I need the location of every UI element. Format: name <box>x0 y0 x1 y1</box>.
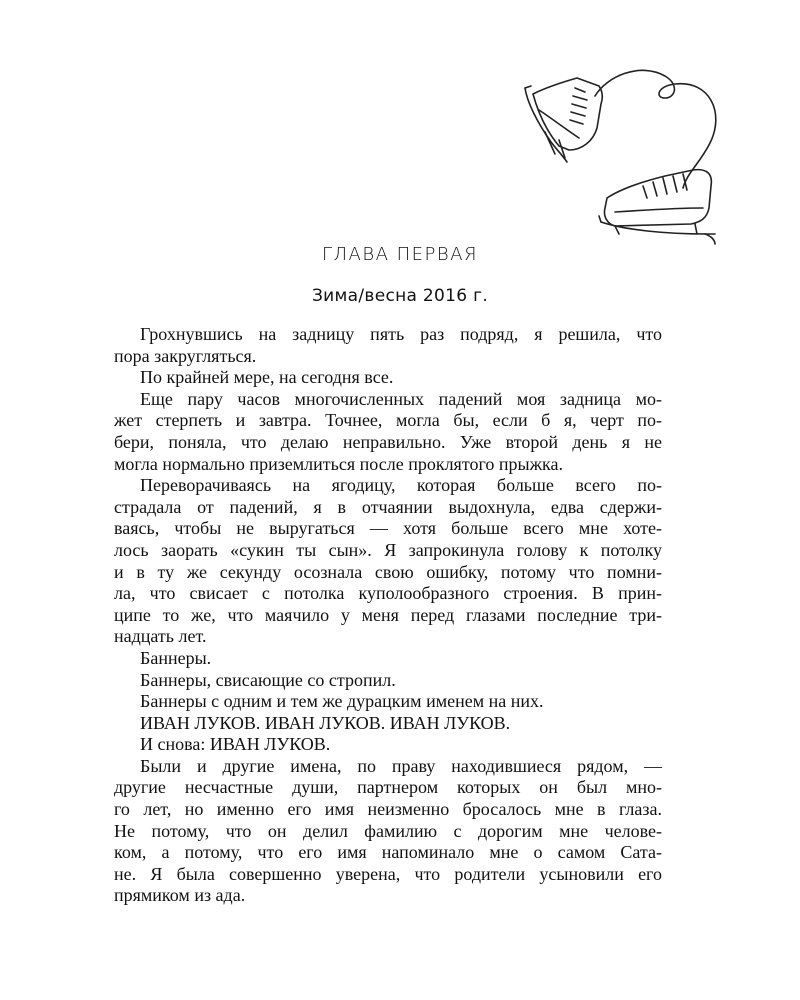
text-line: И снова: ИВАН ЛУКОВ. <box>140 734 331 755</box>
text-line: Баннеры. <box>140 647 212 668</box>
text-line: не. Я была совершенно уверена, что родители усыновили его <box>114 863 662 884</box>
text-line: ципе то же, что маячило у меня перед глазами последние три- <box>114 604 662 625</box>
text-line: го лет, но именно его имя неизменно бросалось мне в глаза. <box>114 799 662 820</box>
chapter-title: ГЛАВА ПЕРВАЯ <box>321 244 479 265</box>
text-line: лось заорать «сукин ты сын». Я запрокинула голову к потолку <box>114 539 662 560</box>
text-line: ваясь, чтобы не выругаться — хотя больше всего мне хоте- <box>114 518 662 539</box>
text-line: ИВАН ЛУКОВ. ИВАН ЛУКОВ. ИВАН ЛУКОВ. <box>140 712 511 733</box>
text-line: другие несчастные души, партнером которых он был мно- <box>114 777 662 798</box>
text-line: Были и другие имена, по праву находившиеся рядом, — <box>140 755 662 776</box>
chapter-body <box>114 324 662 907</box>
text-line: могла нормально приземлиться после проклятого прыжка. <box>114 453 564 474</box>
text-line: прямиком из ада. <box>114 885 246 906</box>
text-line: бери, поняла, что делаю неправильно. Уже второй день я не <box>114 431 662 452</box>
chapter-subtitle: Зима/весна 2016 г. <box>311 286 489 306</box>
text-line: пора закругляться. <box>114 345 257 366</box>
text-line: надцать лет. <box>114 626 207 647</box>
text-line: Еще пару часов многочисленных падений моя задница мо- <box>140 388 662 409</box>
text-line: Не потому, что он делил фамилию с дорогим мне челове- <box>114 820 662 841</box>
text-line: страдала от падений, я в отчаянии выдохнула, едва сдержи- <box>114 496 662 517</box>
text-line: По крайней мере, на сегодня все. <box>140 367 394 388</box>
ice-skates-heart-icon <box>515 58 730 253</box>
text-line: ком, а потому, что его имя напоминало мне о самом Сата- <box>114 842 662 863</box>
text-line: Переворачиваясь на ягодицу, которая больше всего по- <box>140 475 662 496</box>
text-line: жет стерпеть и завтра. Точнее, могла бы, если б я, черт по- <box>114 410 662 431</box>
text-line: Баннеры, свисающие со стропил. <box>140 669 396 690</box>
text-line: ла, что свисает с потолка куполообразного строения. В прин- <box>114 583 662 604</box>
text-line: Грохнувшись на задницу пять раз подряд, я решила, что <box>140 324 662 344</box>
text-line: и в ту же секунду осознала свою ошибку, потому что помни- <box>114 561 662 582</box>
text-line: Баннеры с одним и тем же дурацким именем на них. <box>140 691 544 712</box>
